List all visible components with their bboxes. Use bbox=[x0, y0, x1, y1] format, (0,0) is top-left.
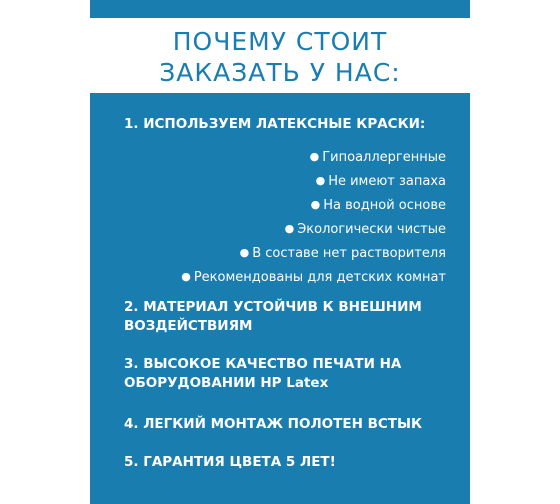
item-3-title-line-1: 3. ВЫСОКОЕ КАЧЕСТВО ПЕЧАТИ НА bbox=[124, 356, 402, 372]
bullet-item bbox=[181, 217, 446, 241]
bullet-dot-icon: ● bbox=[309, 150, 320, 163]
item-2-title-line-2: ВОЗДЕЙСТВИЯМ bbox=[124, 318, 253, 334]
header-line-2: ЗАКАЗАТЬ У НАС: bbox=[159, 58, 401, 87]
info-poster bbox=[90, 0, 470, 504]
item-1-bullets bbox=[181, 145, 446, 289]
bullet-text: Не имеют запаха bbox=[328, 174, 446, 189]
bullet-text: Рекомендованы для детских комнат bbox=[193, 270, 446, 285]
bullet-text: Экологически чистые bbox=[297, 222, 446, 237]
bullet-text: Гипоаллергенные bbox=[322, 150, 446, 165]
bullet-text: В составе нет растворителя bbox=[252, 246, 446, 261]
bullet-item bbox=[181, 241, 446, 265]
item-2-title-line-1: 2. МАТЕРИАЛ УСТОЙЧИВ К ВНЕШНИМ bbox=[124, 299, 422, 315]
top-stripe bbox=[90, 0, 470, 18]
bullet-item bbox=[181, 193, 446, 217]
bullet-dot-icon: ● bbox=[181, 270, 191, 283]
poster-header bbox=[90, 18, 470, 93]
item-4-title: 4. ЛЕГКИЙ МОНТАЖ ПОЛОТЕН ВСТЫК bbox=[124, 416, 423, 432]
bullet-item bbox=[181, 145, 446, 169]
header-line-1: ПОЧЕМУ СТОИТ bbox=[172, 27, 388, 56]
bullet-dot-icon: ● bbox=[284, 222, 295, 235]
item-5-title: 5. ГАРАНТИЯ ЦВЕТА 5 ЛЕТ! bbox=[124, 454, 336, 470]
bullet-text: На водной основе bbox=[323, 198, 446, 213]
bullet-dot-icon: ● bbox=[315, 174, 326, 187]
bullet-dot-icon: ● bbox=[239, 246, 250, 259]
bullet-item bbox=[181, 169, 446, 193]
item-2-title bbox=[124, 298, 422, 336]
item-1-title: 1. ИСПОЛЬЗУЕМ ЛАТЕКСНЫЕ КРАСКИ: bbox=[124, 116, 426, 132]
bullet-dot-icon: ● bbox=[310, 198, 321, 211]
poster-body bbox=[90, 93, 470, 504]
bullet-item bbox=[181, 265, 446, 289]
item-3-title-line-2: ОБОРУДОВАНИИ HP Latex bbox=[124, 375, 329, 391]
item-3-title bbox=[124, 355, 401, 393]
